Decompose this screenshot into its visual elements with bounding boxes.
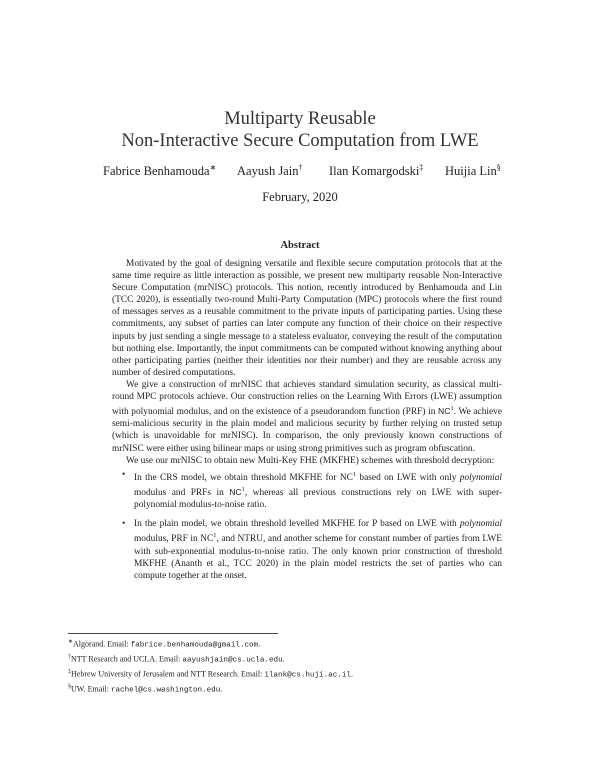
footnote-3 [68,667,538,682]
author-name: Fabrice Benhamouda [103,164,210,179]
footnote-end: . [258,639,261,649]
footnote-4 [68,682,538,697]
author-mark: ∗ [209,163,217,172]
paragraph-text: . We achieve semi-malicious security in the plain model and malicious security by further relying on trusted setup (which is unavoidable for mrNISC). In comparison, the only previously known constructions of mrNISC were either using bilinear maps or using strong primitives such as program obfuscation. [112,407,502,454]
footnotes [68,637,538,697]
email-link[interactable]: fabrice.benhamouda@gmail.com [130,641,259,650]
complexity-class: NC [229,487,242,498]
email-link[interactable]: ilank@cs.huji.ac.il [264,671,351,680]
author-name: Huijia Lin [445,164,497,179]
footnote-end: . [220,684,223,694]
footnote-end: . [282,654,285,664]
italic-term: polynomial [459,519,502,530]
item-text: In the CRS model, we obtain threshold MKFHE for NC [134,472,353,483]
abstract-heading: Abstract [280,240,320,251]
superscript: 1 [352,470,357,478]
author-name: Ilan Komargodski [329,164,420,179]
email-link[interactable]: rachel@cs.washington.edu [110,686,221,695]
footnote-rule [68,633,278,634]
author-mark: § [496,163,501,172]
result-list [112,469,502,582]
footnote-text: Algorand. Email: [73,639,131,649]
abstract-paragraph-1: Motivated by the goal of designing versatile and flexible secure computation protocols that at the same time require as little interaction as possible, we present new multiparty reusable Non-Interactive Secure Computation (mrNISC) protocols. This notion, recently introduced by Benhamouda and Lin (TCC 2020), is essentially two-round Multi-Party Computation (MPC) protocols where the first round of messages serves as a reusable commitment to the private inputs of participating parties. Using these commitments, any subset of parties can later compute any function of their choice on their respective inputs by just sending a single message to a stateless evaluator, conveying the result of the computation but nothing else. Importantly, the input commitments can be computed without knowing anything about other participating parties (neither their identities nor their number) and they are reusable across any number of desired computations. [112,259,502,378]
result-item-1 [122,469,503,512]
bullet-icon: • [122,519,126,530]
superscript: 1 [450,405,454,413]
superscript: 1 [241,485,245,493]
footnote-mark: ∗ [68,639,74,645]
result-item-2 [122,518,502,582]
item-text: modulus and PRFs in [134,488,230,499]
paragraph-text: We give a construction of mrNISC that achieves standard simulation security, as classical multi-round MPC protocols achieve. Our construction relies on the Learning With Errors (LWE) assumption with polynomial modulus, and on the existence of a pseudorandom function (PRF) in [112,379,502,418]
author-mark: ‡ [419,163,424,172]
abstract-paragraph-3: We use our mrNISC to obtain new Multi-Key FHE (MKFHE) schemes with threshold decryption: [126,455,495,466]
email-link[interactable]: aayushjain@cs.ucla.edu [182,656,283,665]
footnote-1 [68,637,538,652]
complexity-class: NC [438,406,451,417]
author-1 [103,163,216,179]
author-mark: † [298,163,303,172]
italic-term: polynomial [459,472,502,483]
footnote-text: NTT Research and UCLA. Email: [71,654,183,664]
title-line-2: Non-Interactive Secure Computation from LWE [121,131,479,151]
footnote-2 [68,652,538,667]
footnote-mark: § [68,683,71,690]
author-4 [445,163,501,179]
item-text: , whereas all previous constructions rely on LWE with super-polynomial modulus-to-noise ratio. [134,488,503,511]
footnote-end: . [350,669,353,679]
publication-date: February, 2020 [262,190,338,204]
title-line-1: Multiparty Reusable [224,109,376,129]
author-2 [237,163,302,179]
bullet-icon: • [122,469,126,480]
footnote-mark: † [68,653,71,660]
superscript: 1 [213,532,217,540]
item-text: , and NTRU, and another scheme for constant number of parties from LWE with sub-exponential modulus-to-noise ratio. The only known prior construction of threshold MKFHE (Ananth et al., TCC 2020) in the plain model restricts the set of parties who can compute together at the onset. [134,534,502,581]
footnote-text: UW. Email: [71,684,111,694]
footnote-mark: ‡ [68,668,71,675]
author-name: Aayush Jain [237,164,299,179]
abstract-paragraph-2 [112,379,502,455]
item-text: In the plain model, we obtain threshold levelled MKFHE for P based on LWE with [134,519,460,530]
footnote-text: Hebrew University of Jerusalem and NTT Research. Email: [71,669,265,679]
abstract-body [112,258,502,589]
author-3 [329,163,423,179]
item-text: modulus, PRF in NC [134,534,214,545]
item-text: based on LWE with only [356,472,460,483]
